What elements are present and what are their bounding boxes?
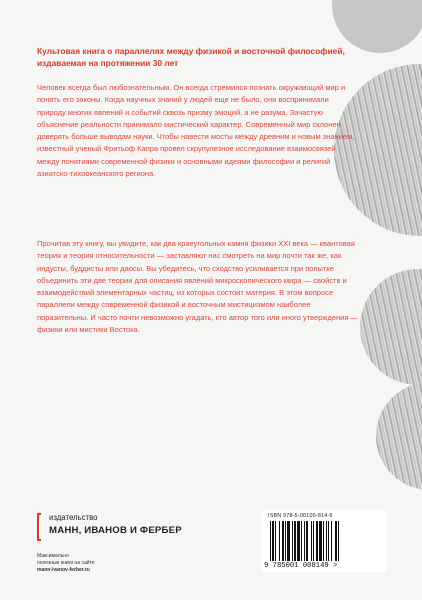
barcode-bar <box>301 521 302 561</box>
barcode-bar <box>319 521 322 561</box>
cover-headline: Культовая книга о параллелях между физикой и восточной философией, издаваемая на протяжении 30 лет <box>37 46 345 68</box>
isbn-barcode-box <box>262 510 386 572</box>
barcode-bar <box>323 521 324 561</box>
website-line-1: Максимально <box>37 553 69 559</box>
barcode-bar <box>294 521 296 561</box>
barcode-bar <box>292 521 293 561</box>
publisher-label: издательство <box>49 513 98 522</box>
barcode-bar <box>311 521 312 561</box>
barcode-bar <box>282 521 284 561</box>
barcode-bar <box>306 521 308 561</box>
barcode-bar <box>313 521 314 561</box>
barcode-bar <box>270 521 271 561</box>
barcode-bar <box>338 521 339 561</box>
barcode-bar <box>272 521 274 561</box>
publisher-name: МАНН, ИВАНОВ И ФЕРБЕР <box>49 525 182 536</box>
barcode-bar <box>287 521 290 561</box>
website-url: mann-ivanov-ferber.ru <box>37 566 90 573</box>
barcode-bar <box>275 521 276 561</box>
description-paragraph-1: Человек всегда был любознательным. Он всегда стремился познать окружающий мир и понять его законы. Когда научных знаний у людей еще не было, они воспринимали природу многих явлений и событий сквозь призму эмоций, а не разума. Зачастую объяснение реальности принимало мистический характер. Современный мир склонен доверять больше выводам науки. Чтобы навести мосты между древним и новым знанием, известный ученый Фритьоф Капра провел скрупулезное исследование взаимосвязей между понятиями современной физики и основными идеями философии и религий азиатско-тихоокеанского региона. <box>37 83 355 178</box>
website-note <box>37 553 157 573</box>
middle-right-brush-circle <box>360 269 422 385</box>
description-paragraph-2: Прочитав эту книгу, вы увидите, как два краеугольных камня физики XXI века — квантовая теория и теория относительности — заставляют нас смотреть на мир почти так же, как индусты, буддисты или даосы. Вы убедитесь, что сходство усиливается при попытке объединить эти две теории для описания явлений микроскопического мира — свойств и взаимодействий элементарных частиц, из которых состоит материя. В этом вопросе параллели между современной физикой и восточным мистицизмом наиболее поразительны. И часто почти невозможно угадать, кто автор того или иного утверждения — физики или мистики Востока. <box>37 239 358 334</box>
bracket-icon <box>37 513 41 541</box>
barcode-bar <box>328 521 329 561</box>
website-line-2: полезные книги на сайте <box>37 559 95 566</box>
lower-right-brush-circle <box>376 382 422 490</box>
barcode-bar <box>316 521 318 561</box>
barcode-bar <box>279 521 280 561</box>
barcode-bar <box>297 521 300 561</box>
barcode-bar <box>326 521 327 561</box>
barcode-bar <box>335 521 337 561</box>
barcode-icon <box>270 521 378 561</box>
barcode-bar <box>304 521 305 561</box>
barcode-bar <box>331 521 332 561</box>
isbn-text: ISBN 978-5-00100-814-9 <box>268 513 333 519</box>
barcode-bar <box>285 521 286 561</box>
barcode-digits: 9 785001 008149 > <box>264 562 338 570</box>
